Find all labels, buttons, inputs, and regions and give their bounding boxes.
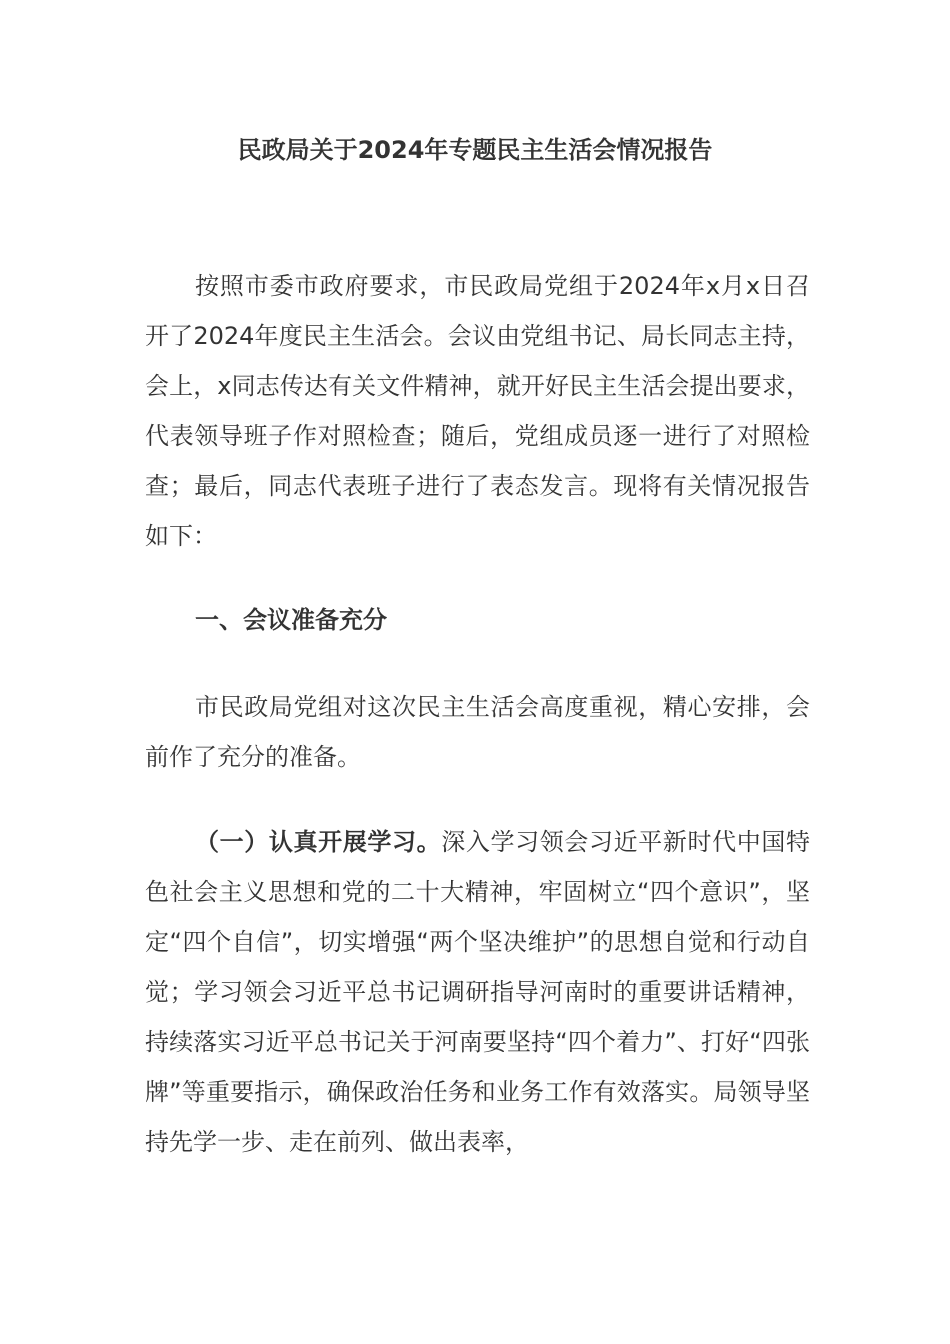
subsection-paragraph: [145, 817, 810, 1167]
section-heading: 一、会议准备充分: [195, 606, 387, 634]
section-paragraph: 市民政局党组对这次民主生活会高度重视，精心安排，会前作了充分的准备。: [145, 693, 810, 771]
subsection-heading: （一）认真开展学习。: [195, 828, 442, 856]
subsection-body: 深入学习领会习近平新时代中国特色社会主义思想和党的二十大精神，牢固树立“四个意识”，坚定“四个自信”，切实增强“两个坚决维护”的思想自觉和行动自觉；学习领会习近平总书记调研指导河南时的重要讲话精神，持续落实习近平总书记关于河南要坚持“四个着力”、打好“四张牌”等重要指示，确保政治任务和业务工作有效落实。局领导坚持先学一步、走在前列、做出表率，: [145, 828, 810, 1156]
intro-paragraph: 按照市委市政府要求，市民政局党组于2024年x月x日召开了2024年度民主生活会。会议由党组书记、局长同志主持，会上，x同志传达有关文件精神，就开好民主生活会提出要求，代表领导班子作对照检查；随后，党组成员逐一进行了对照检查；最后，同志代表班子进行了表态发言。现将有关情况报告如下：: [145, 272, 810, 550]
document-title: 民政局关于2024年专题民主生活会情况报告: [237, 136, 713, 164]
